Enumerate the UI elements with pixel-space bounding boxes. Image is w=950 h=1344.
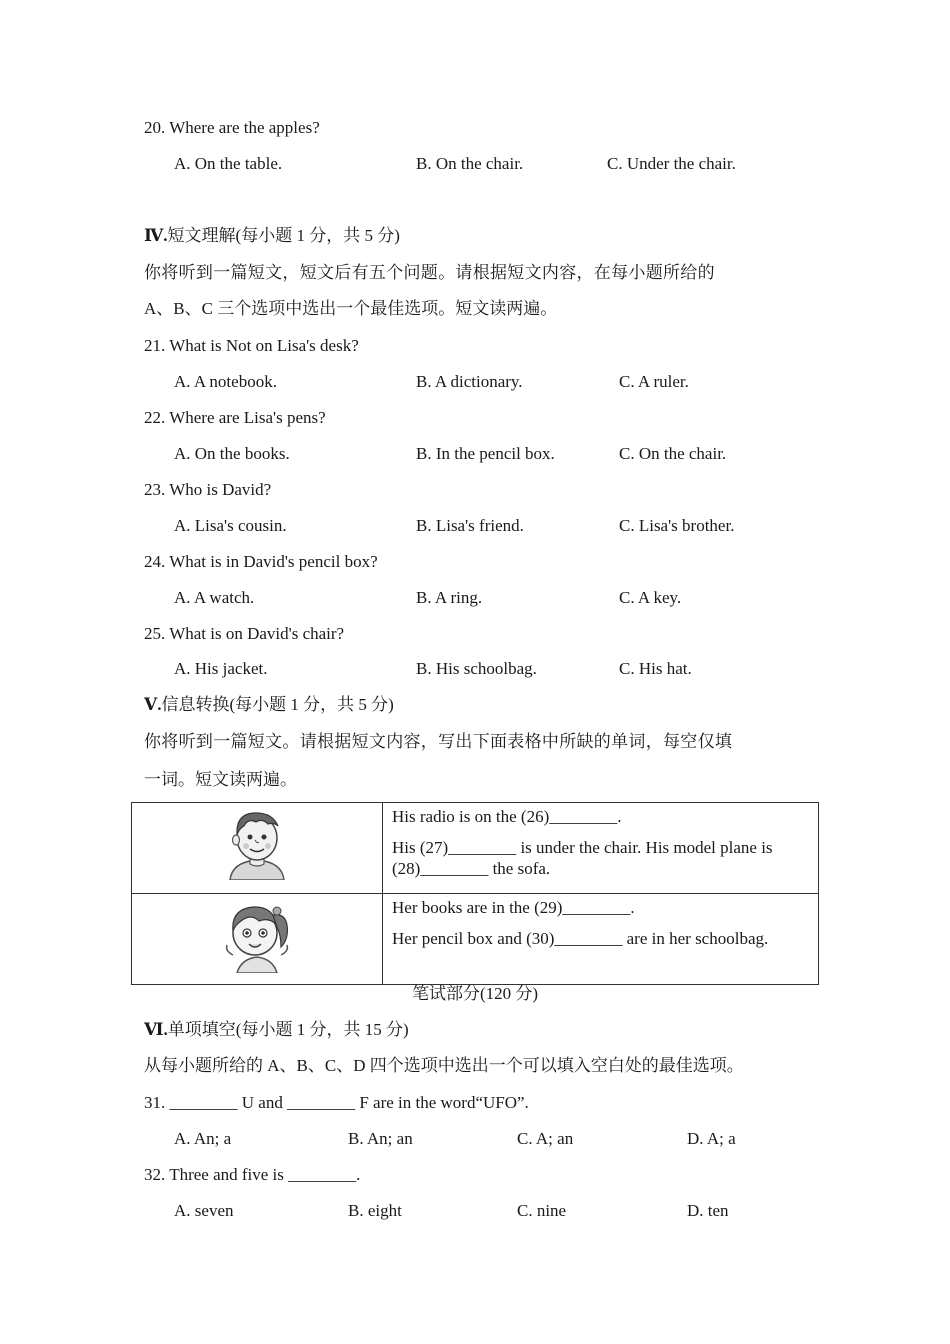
section-4-title: 短文理解(每小题 1 分，共 5 分) <box>167 226 400 245</box>
question-31: 31. ________ U and ________ F are in the word“UFO”. <box>144 1093 529 1112</box>
boy-text-cell <box>383 803 819 894</box>
q23-option-a: A. Lisa's cousin. <box>174 516 287 535</box>
q31-option-d: D. A; a <box>687 1129 736 1148</box>
section-6-number: Ⅵ. <box>144 1020 168 1039</box>
question-22: 22. Where are Lisa's pens? <box>144 408 326 427</box>
question-24: 24. What is in David's pencil box? <box>144 552 378 571</box>
q25-option-a: A. His jacket. <box>174 659 268 678</box>
girl-illustration <box>215 895 299 973</box>
q25-option-b: B. His schoolbag. <box>416 659 537 678</box>
table-row-girl <box>132 894 819 985</box>
section-5-instruction-1: 你将听到一篇短文。请根据短文内容，写出下面表格中所缺的单词，每空仅填 <box>144 732 733 751</box>
q22-option-c: C. On the chair. <box>619 444 727 463</box>
section-4-instruction-1: 你将听到一篇短文，短文后有五个问题。请根据短文内容，在每小题所给的 <box>144 263 715 282</box>
boy-illustration <box>222 804 292 880</box>
q32-option-a: A. seven <box>174 1201 234 1220</box>
section-4-number: Ⅳ. <box>144 226 168 245</box>
table-row-boy <box>132 803 819 894</box>
section-6-instruction: 从每小题所给的 A、B、C、D 四个选项中选出一个可以填入空白处的最佳选项。 <box>144 1056 744 1075</box>
q20-option-c: C. Under the chair. <box>607 154 736 173</box>
boy-picture-cell <box>132 803 383 894</box>
info-table <box>131 802 819 985</box>
q31-option-a: A. An; a <box>174 1129 232 1148</box>
q24-option-a: A. A watch. <box>174 588 255 607</box>
girl-picture-cell <box>132 894 383 985</box>
section-5-instruction-2: 一词。短文读两遍。 <box>144 770 297 789</box>
section-5-heading <box>144 694 394 716</box>
section-5-title: 信息转换(每小题 1 分，共 5 分) <box>161 695 394 714</box>
question-25: 25. What is on David's chair? <box>144 624 345 643</box>
q21-option-c: C. A ruler. <box>619 372 689 391</box>
q21-option-b: B. A dictionary. <box>416 372 523 391</box>
blank-30-sentence: Her pencil box and (30)________ are in her schoolbag. <box>392 929 769 948</box>
section-6-heading <box>144 1019 409 1041</box>
q32-option-c: C. nine <box>517 1201 567 1220</box>
q31-option-c: C. A; an <box>517 1129 574 1148</box>
q22-option-a: A. On the books. <box>174 444 290 463</box>
q32-option-b: B. eight <box>348 1201 402 1220</box>
blank-27-28-sentence: His (27)________ is under the chair. His model plane is (28)________ the sofa. <box>392 838 773 878</box>
section-5-number: Ⅴ. <box>144 695 162 714</box>
written-part-heading: 笔试部分(120 分) <box>411 984 539 1003</box>
q23-option-b: B. Lisa's friend. <box>416 516 524 535</box>
q32-option-d: D. ten <box>687 1201 729 1220</box>
q21-option-a: A. A notebook. <box>174 372 277 391</box>
girl-text-cell <box>383 894 819 985</box>
q25-option-c: C. His hat. <box>619 659 692 678</box>
section-4-instruction-2: A、B、C 三个选项中选出一个最佳选项。短文读两遍。 <box>144 299 558 318</box>
question-20: 20. Where are the apples? <box>144 118 320 137</box>
section-4-heading <box>144 225 400 247</box>
blank-26-sentence: His radio is on the (26)________. <box>392 807 622 826</box>
q23-option-c: C. Lisa's brother. <box>619 516 735 535</box>
blank-29-sentence: Her books are in the (29)________. <box>392 898 635 917</box>
section-6-title: 单项填空(每小题 1 分，共 15 分) <box>167 1020 409 1039</box>
q20-option-a: A. On the table. <box>174 154 283 173</box>
q20-option-b: B. On the chair. <box>416 154 524 173</box>
q31-option-b: B. An; an <box>348 1129 413 1148</box>
question-23: 23. Who is David? <box>144 480 272 499</box>
question-32: 32. Three and five is ________. <box>144 1165 361 1184</box>
question-21: 21. What is Not on Lisa's desk? <box>144 336 359 355</box>
q24-option-b: B. A ring. <box>416 588 483 607</box>
q24-option-c: C. A key. <box>619 588 682 607</box>
q22-option-b: B. In the pencil box. <box>416 444 555 463</box>
